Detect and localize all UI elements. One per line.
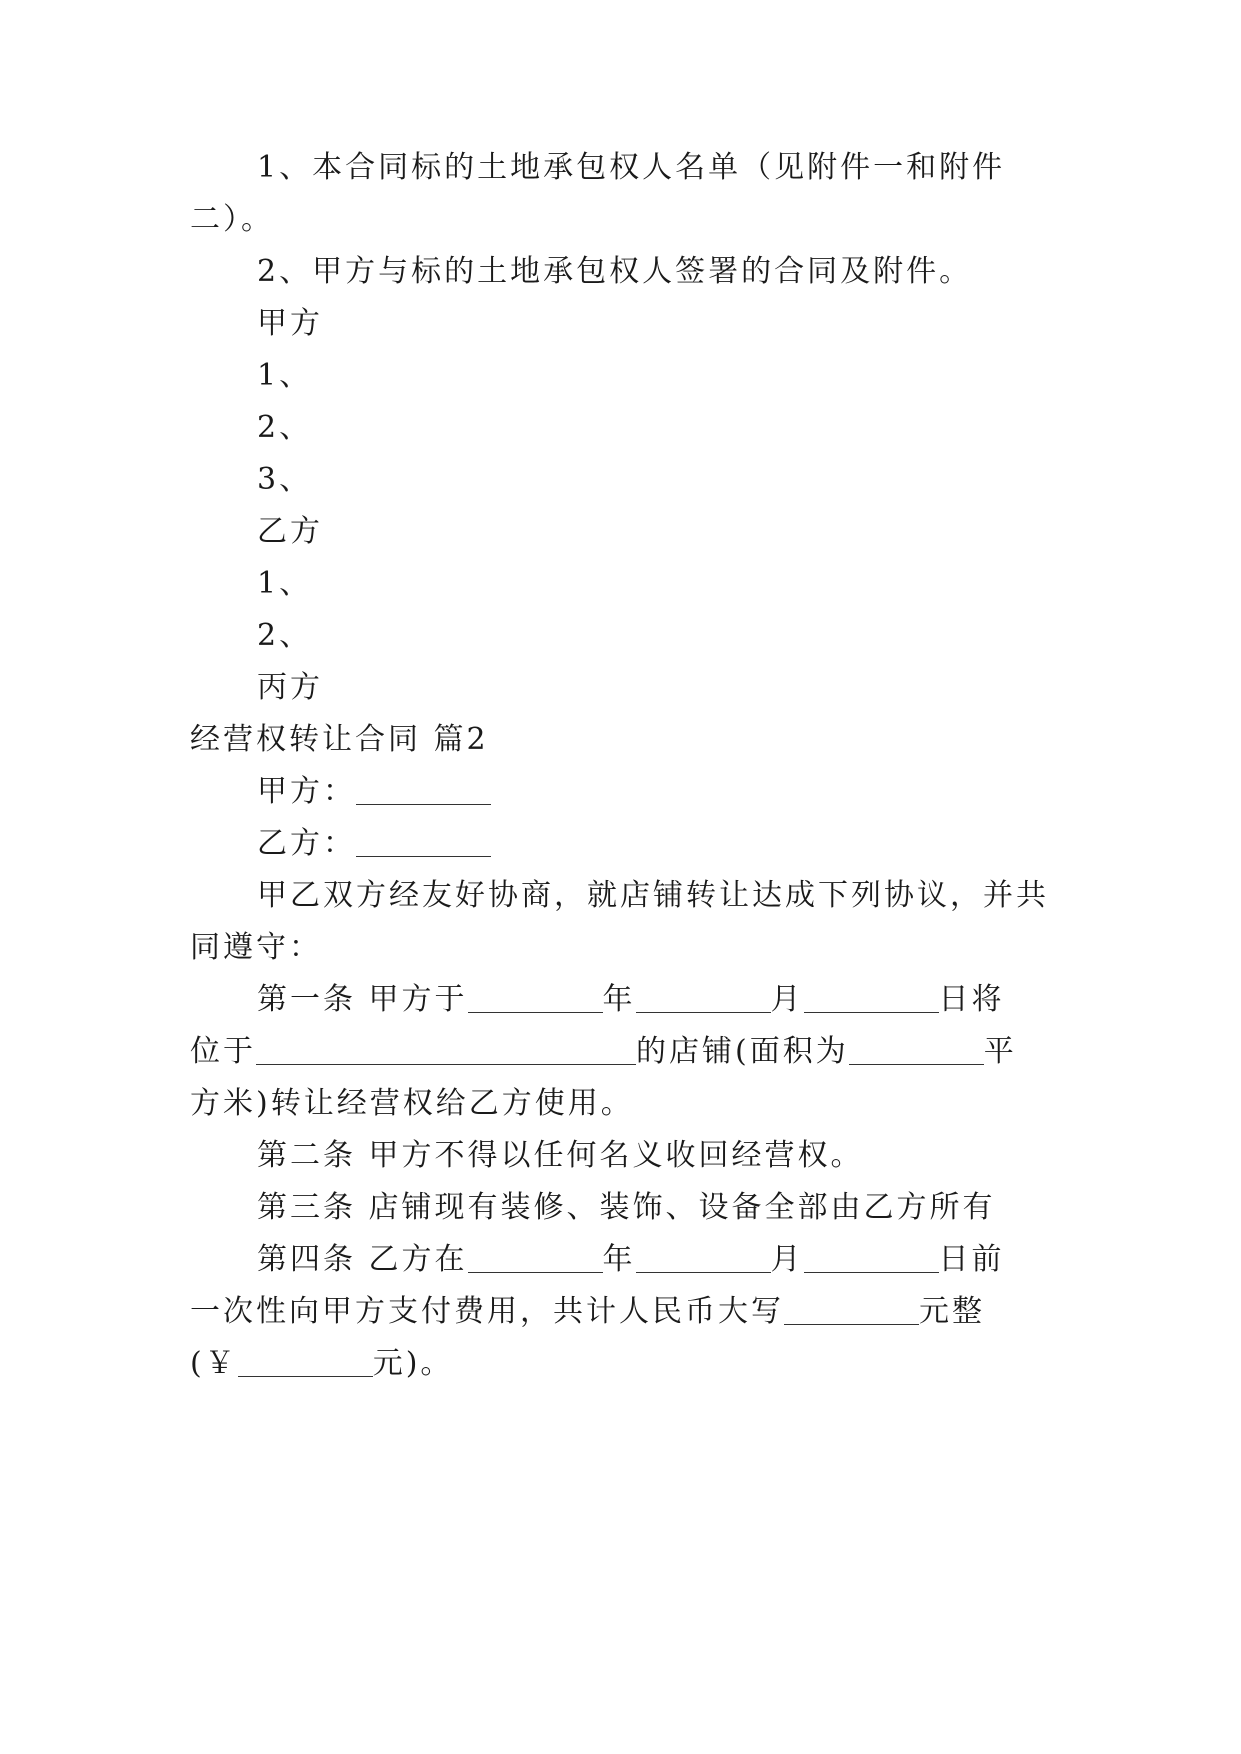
paragraph-line: 2、甲方与标的土地承包权人签署的合同及附件。: [257, 254, 973, 289]
party-a-line: [257, 772, 1050, 812]
day-blank: [804, 982, 939, 1013]
area-label: 的店铺(面积为: [636, 1034, 849, 1069]
month-blank: [636, 982, 771, 1013]
party-heading: 乙方: [257, 514, 323, 549]
paragraph-line: 1、本合同标的土地承包权人名单（见附件一和附件: [257, 150, 1006, 185]
intro-line: 同遵守：: [190, 930, 322, 965]
yuan-suffix: 元)。: [372, 1346, 454, 1381]
party-b-line: [257, 824, 1050, 864]
list-item: 2、: [257, 410, 313, 445]
party-a-label: 甲方：: [257, 774, 356, 809]
amount-number-blank: [238, 1346, 373, 1377]
party-heading: 甲方: [257, 306, 323, 341]
article-4-line-1: [257, 1240, 1050, 1280]
year-label: 年: [602, 982, 636, 1017]
year-label: 年: [602, 1242, 636, 1277]
party-b-label: 乙方：: [257, 826, 356, 861]
amount-words-blank: [784, 1294, 919, 1325]
article-1-prefix: 第一条 甲方于: [257, 982, 468, 1017]
location-label: 位于: [190, 1034, 256, 1069]
list-item: 1、: [257, 358, 313, 393]
article-4-line-2: [190, 1292, 1050, 1332]
yuan-prefix: (￥: [190, 1346, 238, 1381]
party-b-blank: [356, 826, 491, 857]
party-heading: 丙方: [257, 670, 323, 705]
amount-text: 一次性向甲方支付费用，共计人民币大写: [190, 1294, 784, 1329]
month-label: 月: [770, 1242, 804, 1277]
month-label: 月: [770, 982, 804, 1017]
day-blank: [804, 1242, 939, 1273]
intro-line: 甲乙双方经友好协商，就店铺转让达成下列协议，并共: [257, 878, 1049, 913]
article-1-line-2: [190, 1032, 1050, 1072]
amount-unit: 元整: [919, 1294, 985, 1329]
article-1-line-1: [257, 980, 1050, 1020]
year-blank: [468, 1242, 603, 1273]
article-2: 第二条 甲方不得以任何名义收回经营权。: [257, 1138, 864, 1173]
article-3: 第三条 店铺现有装修、装饰、设备全部由乙方所有: [257, 1190, 996, 1225]
day-label: 日将: [938, 982, 1005, 1017]
location-blank: [256, 1034, 636, 1065]
article-4-line-3: [190, 1344, 1050, 1384]
month-blank: [636, 1242, 771, 1273]
year-blank: [468, 982, 603, 1013]
article-4-prefix: 第四条 乙方在: [257, 1242, 468, 1277]
list-item: 3、: [257, 462, 313, 497]
paragraph-line: 二）。: [190, 202, 274, 237]
party-a-blank: [356, 774, 491, 805]
article-1-line-3: 方米)转让经营权给乙方使用。: [190, 1086, 634, 1121]
area-unit: 平: [983, 1034, 1017, 1069]
section-title: 经营权转让合同 篇2: [190, 722, 489, 757]
day-label: 日前: [938, 1242, 1005, 1277]
list-item: 1、: [257, 566, 313, 601]
list-item: 2、: [257, 618, 313, 653]
area-blank: [849, 1034, 984, 1065]
